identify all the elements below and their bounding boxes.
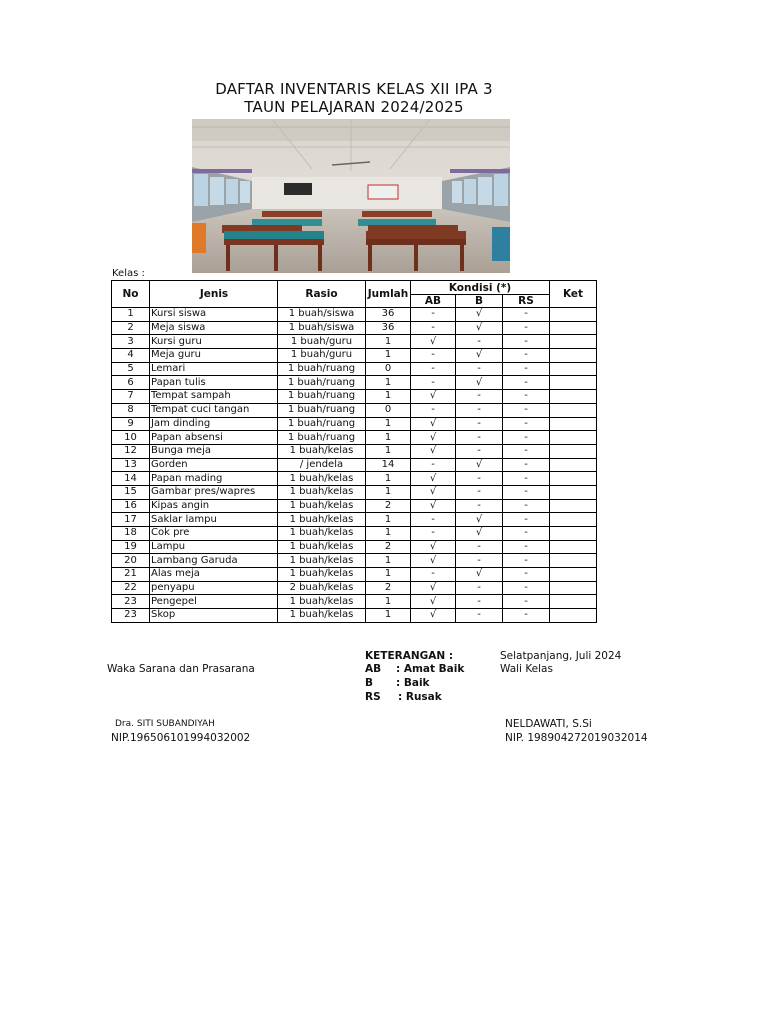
- cell-ab: -: [411, 513, 456, 527]
- cell-rs: -: [503, 417, 550, 431]
- cell-rasio: 1 buah/ruang: [278, 431, 366, 445]
- keterangan-label: KETERANGAN :: [365, 650, 454, 662]
- cell-rasio: 1 buah/kelas: [278, 568, 366, 582]
- cell-ket: [550, 390, 597, 404]
- cell-rasio: 2 buah/kelas: [278, 581, 366, 595]
- cell-ket: [550, 568, 597, 582]
- cell-b: -: [456, 472, 503, 486]
- cell-rs: -: [503, 513, 550, 527]
- cell-no: 22: [112, 581, 150, 595]
- cell-rs: -: [503, 581, 550, 595]
- cell-ket: [550, 376, 597, 390]
- cell-jumlah: 1: [366, 595, 411, 609]
- cell-jenis: Pengepel: [150, 595, 278, 609]
- cell-rs: -: [503, 472, 550, 486]
- cell-rasio: 1 buah/kelas: [278, 554, 366, 568]
- cell-rs: -: [503, 568, 550, 582]
- cell-b: √: [456, 458, 503, 472]
- cell-rs: -: [503, 349, 550, 363]
- cell-ket: [550, 499, 597, 513]
- cell-jumlah: 1: [366, 554, 411, 568]
- cell-no: 15: [112, 485, 150, 499]
- cell-no: 1: [112, 308, 150, 322]
- cell-rs: -: [503, 609, 550, 623]
- cell-no: 4: [112, 349, 150, 363]
- cell-no: 13: [112, 458, 150, 472]
- cell-ket: [550, 485, 597, 499]
- cell-ab: -: [411, 458, 456, 472]
- header-rasio: Rasio: [278, 281, 366, 308]
- cell-rasio: 1 buah/ruang: [278, 390, 366, 404]
- cell-no: 23: [112, 595, 150, 609]
- table-row: [112, 540, 597, 554]
- table-row: [112, 321, 597, 335]
- cell-no: 23: [112, 609, 150, 623]
- cell-no: 9: [112, 417, 150, 431]
- table-header-row: [112, 281, 597, 295]
- cell-jenis: Gambar pres/wapres: [150, 485, 278, 499]
- cell-rasio: 1 buah/guru: [278, 335, 366, 349]
- document-title-line2: TAUN PELAJARAN 2024/2025: [244, 98, 464, 116]
- cell-ket: [550, 595, 597, 609]
- cell-jenis: Jam dinding: [150, 417, 278, 431]
- waka-name: Dra. SITI SUBANDIYAH: [115, 719, 215, 729]
- cell-ab: -: [411, 321, 456, 335]
- cell-jenis: Kipas angin: [150, 499, 278, 513]
- cell-no: 5: [112, 362, 150, 376]
- cell-jenis: Papan tulis: [150, 376, 278, 390]
- cell-ket: [550, 527, 597, 541]
- cell-ab: √: [411, 499, 456, 513]
- cell-no: 7: [112, 390, 150, 404]
- cell-rasio: 1 buah/ruang: [278, 376, 366, 390]
- cell-jenis: Meja siswa: [150, 321, 278, 335]
- legend-code-b: B: [365, 677, 374, 689]
- cell-jenis: Alas meja: [150, 568, 278, 582]
- cell-jumlah: 1: [366, 485, 411, 499]
- header-jumlah: Jumlah: [366, 281, 411, 308]
- waka-title: Waka Sarana dan Prasarana: [107, 663, 255, 675]
- cell-rs: -: [503, 390, 550, 404]
- cell-ab: √: [411, 417, 456, 431]
- cell-rasio: 1 buah/kelas: [278, 527, 366, 541]
- cell-jumlah: 1: [366, 335, 411, 349]
- cell-rs: -: [503, 362, 550, 376]
- cell-jenis: penyapu: [150, 581, 278, 595]
- cell-jenis: Papan absensi: [150, 431, 278, 445]
- cell-rasio: 1 buah/ruang: [278, 417, 366, 431]
- cell-rasio: 1 buah/kelas: [278, 444, 366, 458]
- cell-ab: √: [411, 485, 456, 499]
- cell-ab: √: [411, 554, 456, 568]
- cell-ab: √: [411, 390, 456, 404]
- cell-ab: √: [411, 540, 456, 554]
- cell-b: -: [456, 403, 503, 417]
- cell-ab: √: [411, 431, 456, 445]
- table-row: [112, 554, 597, 568]
- cell-jumlah: 1: [366, 431, 411, 445]
- cell-ab: √: [411, 581, 456, 595]
- cell-rs: -: [503, 431, 550, 445]
- cell-ket: [550, 540, 597, 554]
- cell-ket: [550, 362, 597, 376]
- table-row: [112, 581, 597, 595]
- cell-ket: [550, 609, 597, 623]
- wali-name: NELDAWATI, S.Si: [505, 718, 592, 730]
- cell-jenis: Skop: [150, 609, 278, 623]
- cell-no: 18: [112, 527, 150, 541]
- cell-jenis: Gorden: [150, 458, 278, 472]
- cell-no: 17: [112, 513, 150, 527]
- cell-ket: [550, 349, 597, 363]
- cell-rasio: 1 buah/siswa: [278, 308, 366, 322]
- cell-ab: -: [411, 527, 456, 541]
- cell-ket: [550, 472, 597, 486]
- cell-jumlah: 0: [366, 362, 411, 376]
- cell-jenis: Cok pre: [150, 527, 278, 541]
- cell-no: 20: [112, 554, 150, 568]
- header-ket: Ket: [550, 281, 597, 308]
- cell-rasio: 1 buah/kelas: [278, 499, 366, 513]
- cell-ab: -: [411, 362, 456, 376]
- cell-jumlah: 1: [366, 472, 411, 486]
- cell-jumlah: 1: [366, 444, 411, 458]
- cell-ket: [550, 444, 597, 458]
- cell-rs: -: [503, 321, 550, 335]
- cell-ab: -: [411, 349, 456, 363]
- cell-b: -: [456, 485, 503, 499]
- cell-jumlah: 0: [366, 403, 411, 417]
- header-kondisi: Kondisi (*): [411, 281, 550, 295]
- cell-jenis: Lemari: [150, 362, 278, 376]
- cell-rasio: 1 buah/siswa: [278, 321, 366, 335]
- cell-ket: [550, 335, 597, 349]
- kelas-label: Kelas :: [112, 268, 145, 279]
- cell-ket: [550, 417, 597, 431]
- cell-ab: √: [411, 609, 456, 623]
- cell-rasio: 1 buah/kelas: [278, 472, 366, 486]
- cell-rasio: 1 buah/guru: [278, 349, 366, 363]
- cell-jumlah: 1: [366, 349, 411, 363]
- cell-ab: √: [411, 335, 456, 349]
- cell-rasio: 1 buah/kelas: [278, 595, 366, 609]
- cell-b: -: [456, 581, 503, 595]
- cell-b: √: [456, 527, 503, 541]
- cell-ket: [550, 554, 597, 568]
- table-row: [112, 458, 597, 472]
- table-row: [112, 499, 597, 513]
- cell-no: 16: [112, 499, 150, 513]
- table-row: [112, 485, 597, 499]
- header-no: No: [112, 281, 150, 308]
- header-b: B: [456, 295, 503, 308]
- cell-ket: [550, 513, 597, 527]
- cell-ket: [550, 581, 597, 595]
- table-row: [112, 444, 597, 458]
- cell-jumlah: 2: [366, 499, 411, 513]
- cell-ab: √: [411, 444, 456, 458]
- table-row: [112, 335, 597, 349]
- cell-rs: -: [503, 444, 550, 458]
- cell-rs: -: [503, 527, 550, 541]
- table-row: [112, 513, 597, 527]
- cell-jumlah: 1: [366, 417, 411, 431]
- cell-jenis: Kursi guru: [150, 335, 278, 349]
- document-title-line1: DAFTAR INVENTARIS KELAS XII IPA 3: [215, 80, 493, 98]
- cell-jenis: Saklar lampu: [150, 513, 278, 527]
- cell-ket: [550, 403, 597, 417]
- cell-b: -: [456, 335, 503, 349]
- cell-jumlah: 1: [366, 568, 411, 582]
- cell-jumlah: 2: [366, 581, 411, 595]
- table-row: [112, 376, 597, 390]
- table-row: [112, 431, 597, 445]
- cell-b: -: [456, 431, 503, 445]
- cell-b: -: [456, 595, 503, 609]
- cell-ab: √: [411, 595, 456, 609]
- cell-b: -: [456, 362, 503, 376]
- cell-b: √: [456, 376, 503, 390]
- legend-desc-rs: : Rusak: [398, 691, 442, 703]
- cell-rs: -: [503, 499, 550, 513]
- table-row: [112, 390, 597, 404]
- cell-b: -: [456, 417, 503, 431]
- table-row: [112, 349, 597, 363]
- cell-jumlah: 1: [366, 390, 411, 404]
- cell-rs: -: [503, 554, 550, 568]
- legend-desc-b: : Baik: [396, 677, 430, 689]
- cell-b: √: [456, 349, 503, 363]
- header-ab: AB: [411, 295, 456, 308]
- table-row: [112, 568, 597, 582]
- waka-nip: NIP.196506101994032002: [111, 732, 251, 744]
- cell-no: 2: [112, 321, 150, 335]
- wali-title: Wali Kelas: [500, 663, 553, 675]
- cell-b: -: [456, 444, 503, 458]
- cell-no: 10: [112, 431, 150, 445]
- cell-rasio: 1 buah/kelas: [278, 540, 366, 554]
- cell-ab: -: [411, 308, 456, 322]
- cell-no: 19: [112, 540, 150, 554]
- cell-ab: -: [411, 403, 456, 417]
- cell-rs: -: [503, 376, 550, 390]
- cell-jumlah: 36: [366, 308, 411, 322]
- table-row: [112, 417, 597, 431]
- cell-jumlah: 1: [366, 527, 411, 541]
- table-row: [112, 527, 597, 541]
- cell-jumlah: 14: [366, 458, 411, 472]
- cell-b: √: [456, 308, 503, 322]
- cell-b: -: [456, 390, 503, 404]
- cell-jenis: Lampu: [150, 540, 278, 554]
- cell-b: -: [456, 609, 503, 623]
- cell-jenis: Kursi siswa: [150, 308, 278, 322]
- cell-rasio: 1 buah/ruang: [278, 362, 366, 376]
- cell-rasio: 1 buah/kelas: [278, 513, 366, 527]
- cell-jenis: Bunga meja: [150, 444, 278, 458]
- cell-jenis: Tempat sampah: [150, 390, 278, 404]
- cell-rs: -: [503, 335, 550, 349]
- cell-rs: -: [503, 595, 550, 609]
- cell-b: -: [456, 554, 503, 568]
- cell-jenis: Lambang Garuda: [150, 554, 278, 568]
- cell-no: 3: [112, 335, 150, 349]
- cell-rs: -: [503, 540, 550, 554]
- cell-rs: -: [503, 403, 550, 417]
- table-row: [112, 403, 597, 417]
- cell-rasio: 1 buah/ruang: [278, 403, 366, 417]
- legend-desc-ab: : Amat Baik: [396, 663, 465, 675]
- cell-rs: -: [503, 458, 550, 472]
- cell-no: 6: [112, 376, 150, 390]
- legend-code-rs: RS: [365, 691, 381, 703]
- table-row: [112, 472, 597, 486]
- header-jenis: Jenis: [150, 281, 278, 308]
- cell-b: √: [456, 321, 503, 335]
- cell-jumlah: 36: [366, 321, 411, 335]
- classroom-photo: [192, 119, 510, 273]
- cell-jumlah: 1: [366, 609, 411, 623]
- cell-jumlah: 2: [366, 540, 411, 554]
- cell-ab: -: [411, 376, 456, 390]
- header-rs: RS: [503, 295, 550, 308]
- cell-no: 21: [112, 568, 150, 582]
- cell-rasio: 1 buah/kelas: [278, 609, 366, 623]
- cell-no: 12: [112, 444, 150, 458]
- cell-jumlah: 1: [366, 376, 411, 390]
- cell-jenis: Meja guru: [150, 349, 278, 363]
- cell-ket: [550, 431, 597, 445]
- table-row: [112, 362, 597, 376]
- cell-ket: [550, 458, 597, 472]
- cell-ket: [550, 308, 597, 322]
- cell-jumlah: 1: [366, 513, 411, 527]
- inventory-table: [111, 280, 597, 623]
- table-row: [112, 308, 597, 322]
- cell-b: √: [456, 568, 503, 582]
- table-row: [112, 609, 597, 623]
- legend-code-ab: AB: [365, 663, 382, 675]
- cell-b: -: [456, 499, 503, 513]
- cell-b: √: [456, 513, 503, 527]
- wali-nip: NIP. 198904272019032014: [505, 732, 648, 744]
- cell-jenis: Papan mading: [150, 472, 278, 486]
- cell-ab: √: [411, 472, 456, 486]
- cell-ab: -: [411, 568, 456, 582]
- place-date: Selatpanjang, Juli 2024: [500, 650, 622, 662]
- cell-b: -: [456, 540, 503, 554]
- cell-rs: -: [503, 485, 550, 499]
- table-row: [112, 595, 597, 609]
- cell-jenis: Tempat cuci tangan: [150, 403, 278, 417]
- cell-rasio: 1 buah/kelas: [278, 485, 366, 499]
- cell-no: 14: [112, 472, 150, 486]
- cell-no: 8: [112, 403, 150, 417]
- cell-ket: [550, 321, 597, 335]
- inventory-table-body: [112, 308, 597, 623]
- cell-rasio: / jendela: [278, 458, 366, 472]
- cell-rs: -: [503, 308, 550, 322]
